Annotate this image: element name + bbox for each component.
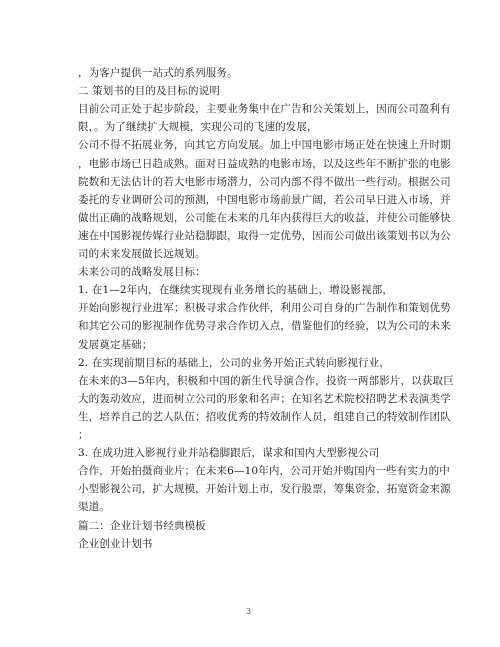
text-line: 目前公司正处于起步阶段，主要业务集中在广告和公关策划上，因而公司盈利有 (78, 103, 451, 116)
text-line: 二 策划书的目的及目标的说明 (78, 85, 220, 98)
text-line: 和其它公司的影视制作优势寻求合作切入点，借鉴他们的经验，以为公司的未来 (78, 320, 451, 333)
text-line: 小型影视公司，扩大规模，开始计划上市，发行股票，筹集资金，拓宽资金来源 (78, 483, 451, 496)
text-line: 渠道。 (78, 501, 110, 514)
text-line: 3. 在成功进入影视行业并站稳脚跟后，谋求和国内大型影视公司 (78, 447, 380, 460)
text-line: 院数和无法估计的若大电影市场潜力，公司内部不得不做出一些行动。根据公司 (78, 175, 451, 188)
text-line: 大的轰动效应，进而树立公司的形象和名声；在知名艺术院校招聘艺术表演类学 (78, 392, 451, 405)
text-line: 2. 在实现前期目标的基础上，公司的业务开始正式转向影视行业， (78, 356, 391, 369)
text-line: 企业创业计划书 (78, 537, 153, 550)
text-line: 篇二：企业计划书经典模板 (78, 519, 206, 532)
text-line: 合作，开始拍摄商业片；在未来6—10年内，公司开始并购国内一些有实力的中 (78, 465, 450, 478)
text-line: 委托的专业调研公司的预测，中国电影市场前景广阔，若公司早日进入市场，并 (78, 193, 451, 206)
text-line: 公司不得不拓展业务，向其它方向发展。加上中国电影市场正处在快速上升时期 (78, 139, 451, 152)
text-line: 开始向影视行业进军；积极寻求合作伙伴，利用公司自身的广告制作和策划优势 (78, 302, 451, 315)
text-line: ； (78, 429, 89, 441)
text-line: 发展奠定基础； (78, 338, 153, 351)
text-line: ，电影市场已日趋成熟。面对日益成熟的电影市场，以及这些年不断扩张的电影 (78, 157, 451, 170)
text-line: 限，。为了继续扩大规模，实现公司的飞速的发展， (78, 121, 318, 134)
text-line: 司的未来发展做长远规划。 (78, 248, 206, 260)
text-line: 做出正确的战略规划，公司能在未来的几年内获得巨大的收益，并使公司能够快 (78, 211, 451, 224)
text-line: ，为客户提供一站式的系列服务。 (78, 67, 238, 79)
text-line: 在未来的3—5年内，积极和中国的新生代导演合作，投资一两部影片，以获取巨 (78, 374, 454, 387)
text-line: 未来公司的战略发展目标： (78, 266, 206, 279)
text-line: 1. 在1—2年内，在继续实现现有业务增长的基础上，增设影视部， (78, 284, 394, 297)
text-line: 生，培养自己的艺人队伍；招收优秀的特效制作人员，组建自己的特效制作团队 (78, 410, 451, 423)
page-number: 3 (246, 607, 252, 616)
text-line: 速在中国影视传媒行业站稳脚跟，取得一定优势，因而公司做出该策划书以为公 (78, 229, 451, 242)
